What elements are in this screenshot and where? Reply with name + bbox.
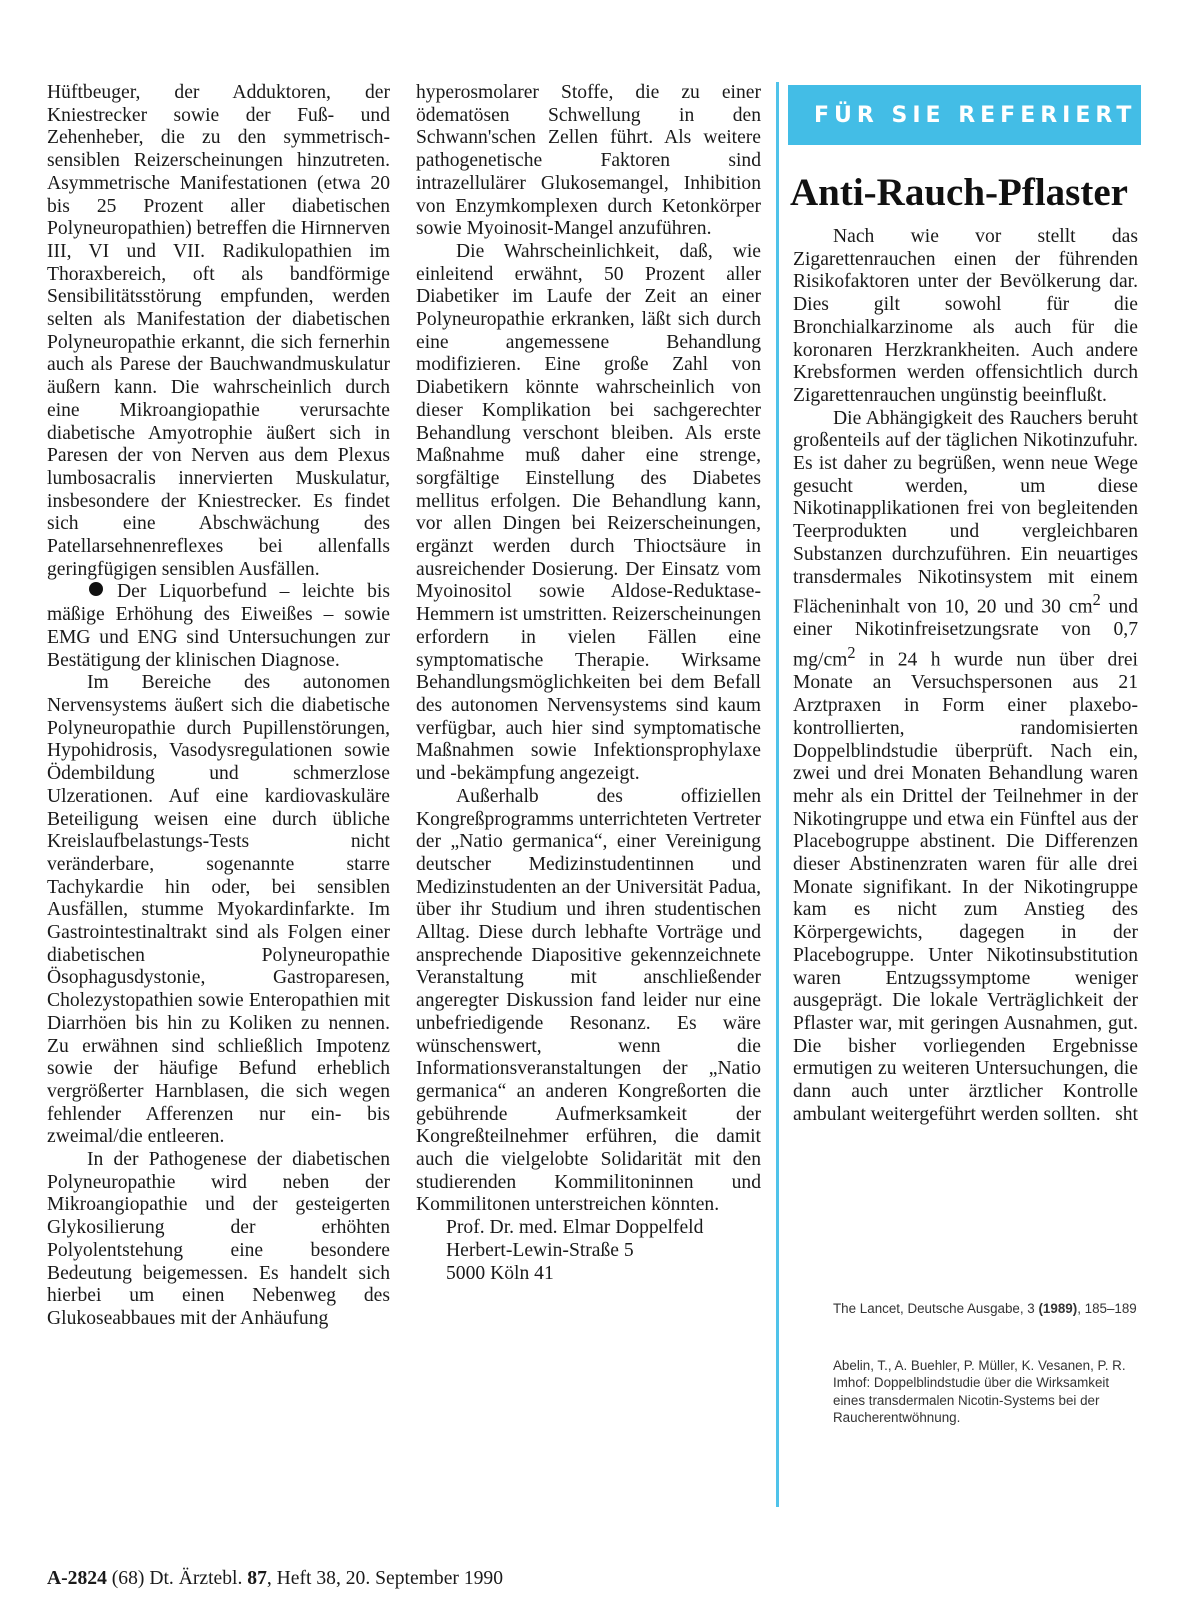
paragraph: hyperosmolarer Stoffe, die zu einer ödematösen Schwellung in den Schwann'schen Zellen führt. Als weitere pathogenetische Faktoren sind intrazellulärer Glukosemangel, Inhibition von Enzymkomplexen durch Ketonkörper sowie Myoinosit-Mangel anzuführen. xyxy=(416,82,761,240)
paragraph: Die Wahrscheinlichkeit, daß, wie einleitend erwähnt, 50 Prozent aller Diabetiker im Laufe der Zeit an einer Polyneuropathie erkranken, läßt sich durch eine angemessene Behandlung modifizieren. Eine große Zahl von Diabetikern könnte wahrscheinlich von dieser Komplikation bei sachgerechter Behandlung verschont bleiben. Als erste Maßnahme muß daher eine strenge, sorgfältige Einstellung des Diabetes mellitus erfolgen. Die Behandlung kann, vor allen Dingen bei Reizerscheinungen, ergänzt werden durch Thioctsäure in ausreichender Dosierung. Der Einsatz vom Myoinositol sowie Aldose-Reduktase-Hemmern ist umstritten. Reizerscheinungen erfordern in vielen Fällen eine symptomatische Therapie. Wirksame Behandlungsmöglichkeiten bei dem Befall des autonomen Nervensystems sind kaum verfügbar, auch hier sind symptomatische Maßnahmen sowie Infektionsprophylaxe und -bekämpfung angezeigt. xyxy=(416,240,761,785)
sidebar-article xyxy=(793,226,1138,1127)
reference-study xyxy=(833,1357,1139,1426)
page-footer: A-2824 (68) Dt. Ärztebl. 87, Heft 38, 20. September 1990 xyxy=(47,1568,504,1589)
paragraph: Der Liquorbefund – leichte bis mäßige Erhöhung des Eiweißes – sowie EMG und ENG sind Untersuchungen zur Bestätigung der klinischen Diagnose. xyxy=(47,581,390,671)
author-name: Prof. Dr. med. Elmar Doppelfeld xyxy=(446,1217,704,1239)
section-banner-label: FÜR SIE REFERIERT xyxy=(814,102,1137,128)
paragraph: Außerhalb des offiziellen Kongreßprogramms unterrichteten Vertreter der „Natio germanica“, einer Vereinigung deutscher Medizinstudentinnen und Medizinstudenten an der Universität Padua, über ihr Studium und ihren studentischen Alltag. Diese durch lebhafte Vorträge und ansprechende Diapositive gekennzeichnete Veranstaltung mit anschließender angeregter Diskussion fand leider nur eine unbefriedigende Resonanz. Es wäre wünschenswert, wenn die Informationsveranstaltungen der „Natio germanica“ an anderen Kongreßorten die gebührende Aufmerksamkeit der Kongreßteilnehmer erführen, die damit auch die vielgelobte Solidarität mit den studierenden Kommilitoninnen und Kommilitonen unterstreichen könnten. xyxy=(416,785,761,1216)
reference-authors: Abelin, T., A. Buehler, P. Müller, K. Vesanen, P. R. Imhof: Doppelblindstudie über die Wirksamkeit eines transdermalen Nicotin-Systems bei der Raucherentwöhnung. xyxy=(833,1358,1126,1425)
article-column-1 xyxy=(47,82,390,1331)
reference-citation: The Lancet, Deutsche Ausgabe, 3 (1989), 185–189 xyxy=(833,1301,1137,1316)
article-headline: Anti-Rauch-Pflaster xyxy=(790,171,1128,214)
bullet-icon xyxy=(89,582,103,596)
paragraph: Im Bereiche des autonomen Nervensystems äußert sich die diabetische Polyneuropathie durch Pupillenstörungen, Hypohidrosis, Vasodysregulationen sowie Ödembildung und schmerzlose Ulzerationen. Auf eine kardiovaskuläre Beteiligung weisen eine durch übliche Kreislaufbelastungs-Tests nicht veränderbare, sogenannte starre Tachykardie hin oder, bei sensiblen Ausfällen, stumme Myokardinfarkte. Im Gastrointestinaltrakt sind als Folgen einer diabetischen Polyneuropathie Ösophagusdystonie, Gastroparesen, Cholezystopathien sowie Enteropathien mit Diarrhöen bis hin zu Koliken zu nennen. Zu erwähnen sind schließlich Impotenz sowie der häufige Befund erheblich vergrößerter Harnblasen, die sich wegen fehlender Afferenzen nur ein- bis zweimal/die entleeren. xyxy=(47,672,390,1148)
paragraph: In der Pathogenese der diabetischen Polyneuropathie wird neben der Mikroangiopathie und der gesteigerten Glykosilierung der erhöhten Polyolentstehung eine besondere Bedeutung beigemessen. Es handelt sich hierbei um einen Nebenweg des Glukoseabbaues mit der Anhäufung xyxy=(47,1149,390,1329)
author-city: 5000 Köln 41 xyxy=(446,1262,554,1284)
section-banner xyxy=(788,85,1141,145)
page-code: A-2824 xyxy=(47,1568,107,1589)
reference-source xyxy=(833,1300,1139,1317)
paragraph: Nach wie vor stellt das Zigarettenrauchen einen der führenden Risikofaktoren unter der Bevölkerung dar. Dies gilt sowohl für die Bronchialkarzinome als auch für die koronaren Herzkrankheiten. Auch andere Krebsformen werden offensichtlich durch Zigarettenrauchen ungünstig beeinflußt. xyxy=(793,226,1138,406)
author-street: Herbert-Lewin-Straße 5 xyxy=(446,1239,634,1261)
author-signature: sht xyxy=(1115,1103,1138,1125)
paragraph: Die Abhängigkeit des Rauchers beruht großenteils auf der täglichen Nikotinzufuhr. Es ist daher zu begrüßen, wenn neue Wege gesucht werden, um diese Nikotinapplikationen frei von begleitenden Teerprodukten und vergleichbaren Substanzen durchzuführen. Ein neuartiges transdermales Nikotinsystem mit einem Flächeninhalt von 10, 20 und 30 $cm^2$ und einer Nikotinfreisetzungsrate von 0,7 $mg/cm^2$ in 24 h wurde nun über drei Monate an Versuchspersonen aus 21 Arztpraxen in Form einer plaxebo-kontrollierten, randomisierten Doppelblindstudie überprüft. Nach ein, zwei und drei Monaten Behandlung waren mehr als ein Drittel der Teilnehmer in der Nikotingruppe und etwa ein Fünftel aus der Placebogruppe abstinent. Die Differenzen dieser Abstinenzraten waren für alle drei Monate signifikant. In der Nikotingruppe kam es nicht zum Anstieg des Körpergewichts, dagegen in der Placebogruppe. Unter Nikotinsubstitution waren Entzugssymptome weniger ausgeprägt. Die lokale Verträglichkeit der Pflaster war, mit geringen Ausnahmen, gut. Die bisher vorliegenden Ergebnisse ermutigen zu weiteren Untersuchungen, die dann auch unter ärztlicher Kontrolle ambulant weitergeführt werden sollten. xyxy=(793,407,1139,1125)
paragraph: Hüftbeuger, der Adduktoren, der Kniestrecker sowie der Fuß- und Zehenheber, die zu den symmetrisch-sensiblen Reizerscheinungen hinzutreten. Asymmetrische Manifestationen (etwa 20 bis 25 Prozent aller diabetischen Polyneuropathien) betreffen die Hirnnerven III, VI und VII. Radikulopathien im Thoraxbereich, oft als bandförmige Sensibilitätsstörung empfunden, werden selten als Manifestation der diabetischen Polyneuropathie erkannt, die sich fernerhin auch als Parese der Bauchwandmuskulatur äußern kann. Die wahrscheinlich durch eine Mikroangiopathie verursachte diabetische Amyotrophie äußert sich in Paresen der von Nerven aus dem Plexus lumbosacralis innervierten Muskulatur, insbesondere der Kniestrecker. Es findet sich eine Abschwächung des Patellarsehnenreflexes bei allenfalls geringfügigen sensiblen Ausfällen. xyxy=(47,82,390,580)
column-divider xyxy=(776,82,779,1507)
article-column-2 xyxy=(416,82,761,1285)
